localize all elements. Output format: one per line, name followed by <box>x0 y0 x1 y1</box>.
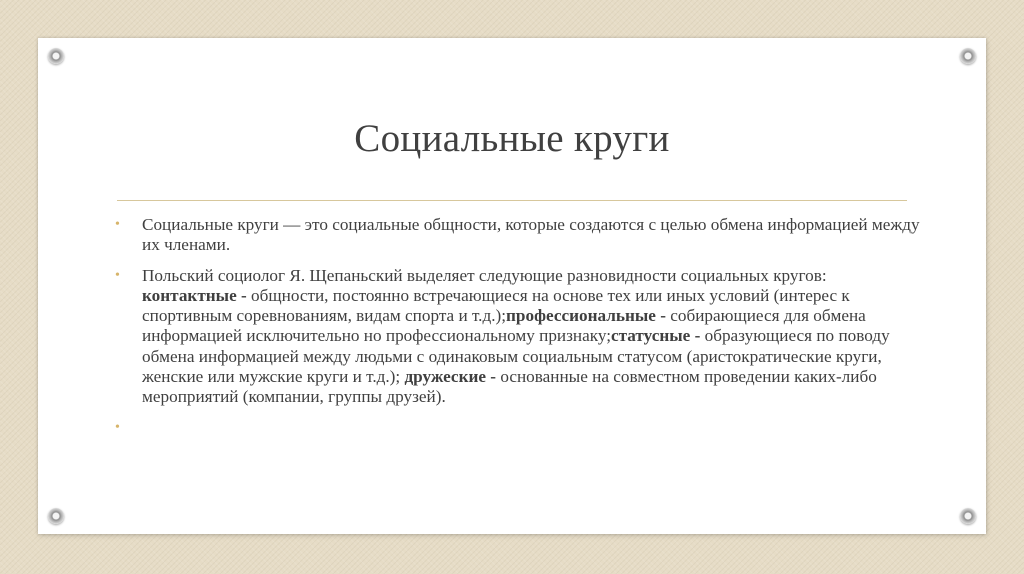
term-status: статусные - <box>611 326 705 346</box>
bullet-item <box>115 215 922 256</box>
pushpin-icon <box>960 48 976 64</box>
pushpin-icon <box>960 508 976 524</box>
bullet-item-empty <box>115 418 922 438</box>
term-friendly: дружеские - <box>404 367 501 387</box>
term-status-description: образующиеся по поводу обмена информацией между людьми с одинаковым социальным статусом (аристократические круги, женские или мужские круги и т.д.); <box>142 326 890 387</box>
term-friendly-description: основанные на совместном проведении каких-либо мероприятий (компании, группы друзей). <box>142 367 877 407</box>
term-contact: контактные - <box>142 285 252 305</box>
bullet-text: Социальные круги — это социальные общности, которые создаются с целью обмена информацией между их членами. <box>142 215 920 255</box>
slide-body <box>115 215 922 448</box>
title-divider <box>117 200 907 201</box>
slide <box>38 38 986 534</box>
bullet-icon: • <box>115 267 120 283</box>
bullet-lead-text: Польский социолог Я. Щепаньский выделяет следующие разновидности социальных кругов: <box>142 265 827 285</box>
term-professional-description: собирающиеся для обмена информацией исключительно но профессиональному признаку; <box>142 306 866 346</box>
slide-title: Социальные круги <box>354 117 670 160</box>
term-contact-description: общности, постоянно встречающиеся на основе тех или иных условий (интерес к спортивным соревнованиям, видам спорта и т.д.); <box>142 285 850 326</box>
term-professional: профессиональные - <box>506 306 671 326</box>
pushpin-icon <box>48 48 64 64</box>
bullet-icon: • <box>115 217 120 232</box>
bullet-item <box>115 265 922 408</box>
pushpin-icon <box>48 508 64 524</box>
bullet-icon: • <box>115 419 120 435</box>
